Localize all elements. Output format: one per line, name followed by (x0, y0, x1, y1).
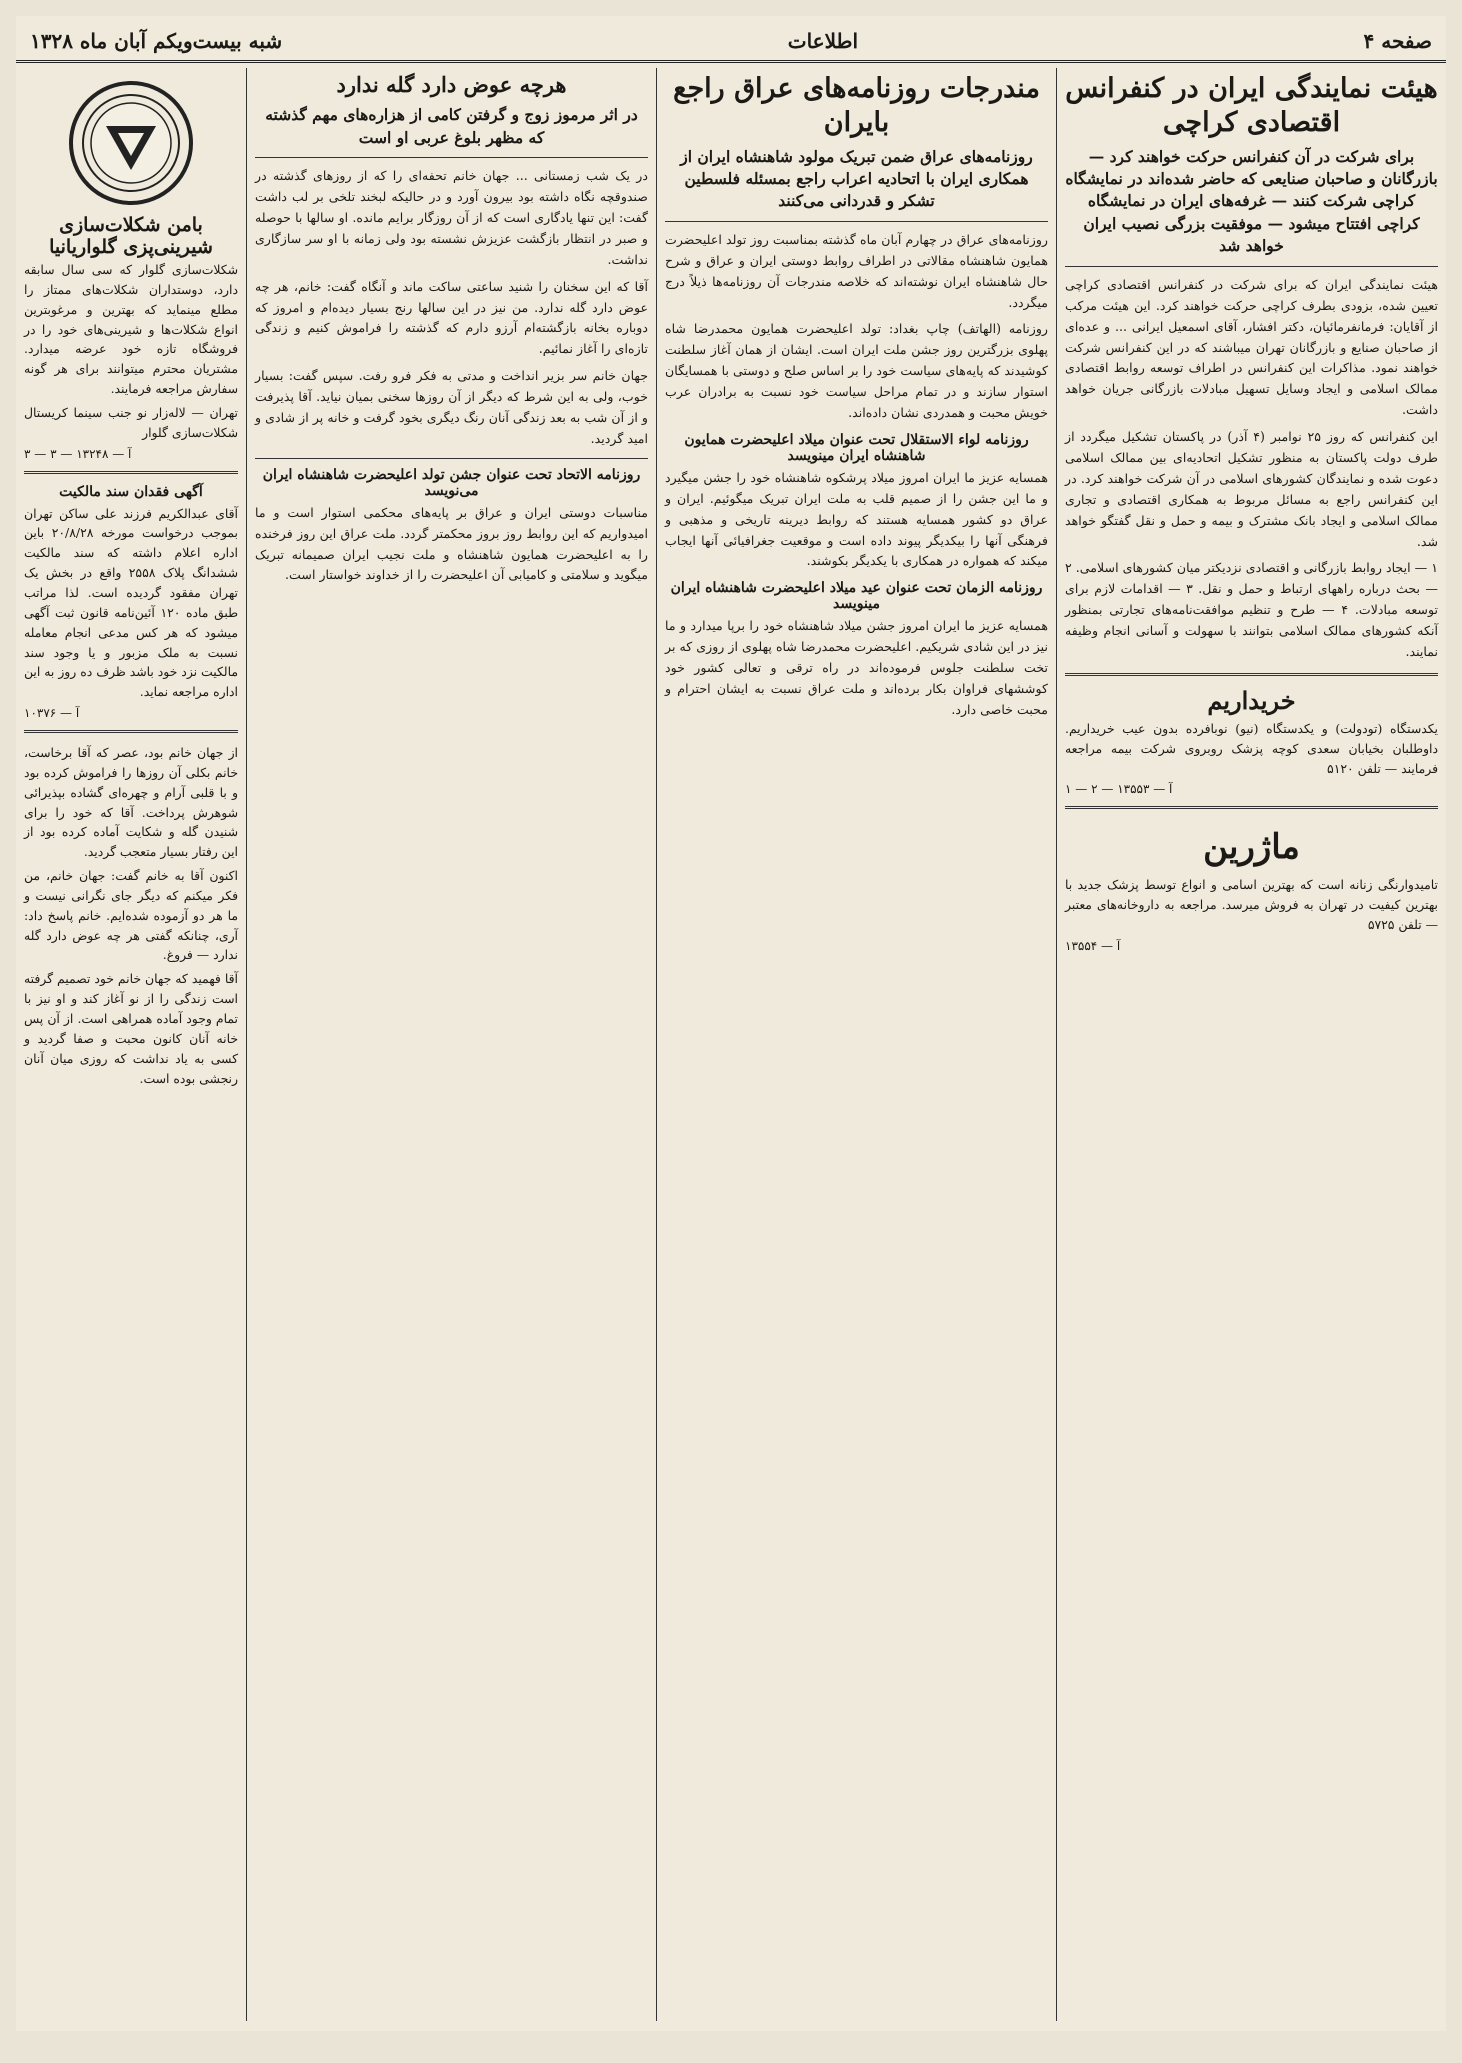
ad-mazhrin-title: ماژرین (1203, 827, 1300, 868)
page-number: صفحه ۴ (1363, 29, 1432, 53)
subhead-liwa-al-istiqlal: روزنامه لواء الاستقلال تحت عنوان میلاد اعلیحضرت همایون شاهنشاه ایران مینویسد (684, 431, 1029, 464)
column-4 (16, 68, 246, 2021)
ad-mazhrin-body: تامیدوارنگی زنانه است که بهترین اسامی و انواع توسط پزشک جدید با بهترین کیفیت در تهران به فروش میرسد. مراجعه به داروخانه‌های معتبر — تلفن ۵۷۲۵ (1065, 877, 1438, 933)
divider (1065, 806, 1438, 809)
notice-title: آگهی فقدان سند مالکیت (59, 483, 203, 500)
notice-code: آ — ۱۰۳۷۶ (24, 706, 80, 721)
masthead (16, 22, 1446, 63)
ad-wanted-body: یکدستگاه (تودولت) و یکدستگاه (نیو) نوبافرده بدون عیب خریداریم. داوطلبان بخیابان سعدی کوچه پزشک روبروی شرکت بیمه مراجعه فرمایند — تلفن ۵۱۲۰ (1065, 720, 1438, 776)
notice-body: آقای عبدالکریم فرزند علی ساکن تهران بموجب درخواست مورخه ۲۰/۸/۲۸ باین اداره اعلام داشته که سند مالکیت ششدانگ پلاک ۲۵۵۸ واقع در بخش یک تهران مفقود گردیده است. لذا مراتب طبق ماده ۱۲۰ آئین‌نامه قانون ثبت آگهی میشود که هر کس مدعی انجام معامله نسبت به ملک مزبور و یا وجود سند مالکیت نزد خود باشد ظرف ده روز به این اداره مراجعه نماید. (24, 505, 239, 700)
paper-name: اطلاعات (787, 29, 858, 53)
ad-wanted-title: خریداریم (1207, 685, 1296, 715)
story-paragraph: جهان خانم سر بزیر انداخت و مدتی به فکر فرو رفت. سپس گفت: بسیار خوب، ولی به این شرط که دیگر از آن روزها سخنی بمیان نیاید. آقا پذیرفت و از آن شب به بعد زندگی آنان رنگ دیگری بخود گرفت و خانه پر از شادی و امید گردید. (255, 368, 648, 446)
story-continuation: اکنون آقا به خانم گفت: جهان خانم، من فکر میکنم که دیگر جای نگرانی نیست و ما هر دو آزموده شده‌ایم. خانم پاسخ داد: آری، چنانکه گفتی هر چه عوض دارد گله ندارد — فروغ. (24, 868, 238, 963)
story-intro: در اثر مرموز زوج و گرفتن کامی از هزاره‌های مهم گذشته که مظهر بلوغ عربی او است (265, 105, 638, 147)
divider (24, 730, 238, 733)
story-continuation: از جهان خانم بود، عصر که آقا برخاست، خانم بکلی آن روزها را فراموش کرده بود و با قلبی آرام و چهره‌ای گشاده بپذیرائی شوهرش پرداخت. آقا که خود را برای شنیدن گله و شکایت آماده کرده بود از این رفتار بسیار متعجب گردید. (24, 745, 238, 860)
chocolate-ad-title: بامن شکلات‌سازی شیرینی‌پزی گلوار‌یا‌نیا (49, 214, 213, 258)
headline-iraq-press: مندرجات روزنامه‌های عراق راجع بایران (673, 73, 1040, 138)
divider (1065, 673, 1438, 676)
issue-date: شبه بیست‌ویکم آبان ماه ۱۳۲۸ (30, 29, 283, 53)
chocolate-ad-address: تهران — لاله‌زار نو جنب سینما کریستال شکلات‌سازی گلوار (24, 404, 238, 440)
column-1 (1056, 68, 1446, 2021)
article-paragraph: روزنامه (الهاتف) چاپ بغداد: تولد اعلیحضرت همایون محمدرضا شاه پهلوی بزرگترین روز جشن ملت ایران است. ایشان از همان آغاز سلطنت کوشیدند که پایه‌های سیاست خود را بر اساس صلح و دوستی با همسایگان استوار سازند و در تمام مراحل سیاست خود نسبت به برادران عرب خویش محبت و همدردی نشان داده‌اند. (665, 321, 1048, 421)
story-continuation: آقا فهمید که جهان خانم خود تصمیم گرفته است زندگی را از نو آغاز کند و او نیز با تمام وجود آماده همراهی است. از آن پس خانه آنان کانون محبت و صفا گردید و کسی به یاد نداشت که روزی میان آنان رنجشی بوده است. (24, 971, 238, 1086)
subhead-iraq-press: روزنامه‌های عراق ضمن تبریک مولود شاهنشاه ایران از همکاری ایران با اتحادیه اعراب راجع بمسئله فلسطین تشکر و قدردانی می‌کنند (680, 146, 1033, 211)
article-paragraph: مناسبات دوستی ایران و عراق بر پایه‌های محکمی استوار است و ما امیدواریم که این روابط روز بروز محکمتر گردد. ملت عراق این روز فرخنده را به اعلیحضرت همایون شاهنشاه و ملت نجیب ایران صمیمانه تبریک میگوید و سلامتی و کامیابی آن اعلیحضرت را از خداوند خواستار است. (255, 504, 648, 583)
article-paragraph: هیئت نمایندگی ایران که برای شرکت در کنفرانس اقتصادی کراچی تعیین شده، بزودی بطرف کراچی حرکت خواهند کرد. این هیئت مرکب از آقایان: فرمانفرمائیان، دکتر افشار، آقای اسمعیل ایرانی ... و عده‌ای از صاحبان صنایع و بازرگانان تهران میباشند که در این کنفرانس شرکت خواهند نمود. مذاکرات این کنفرانس در اطراف توسعه روابط اقتصادی ممالک اسلامی و ایجاد وسایل تسهیل مبادلات بازرگانی جریان خواهد داشت. (1065, 276, 1438, 418)
column-3 (246, 68, 656, 2021)
headline-karachi-conference: هیئت نمایندگی ایران در کنفرانس اقتصادی کراچی (1065, 73, 1438, 138)
article-paragraph: همسایه عزیز ما ایران امروز میلاد پرشکوه شاهنشاه خود را جشن میگیرد و ما این جشن را از صمیم قلب به ملت ایران تبریک میگوئیم. ایران و عراق دو کشور همسایه هستند که روابط دیرینه تاریخی و مذهبی و فرهنگی آنها را بیکدیگر پیوند داده است و موقعیت جغرافیائی آنها ایجاب میکند که همواره در همکاری با یکدیگر بکوشند. (665, 469, 1048, 569)
divider (255, 157, 648, 158)
story-paragraph: آقا که این سخنان را شنید ساعتی ساکت ماند و آنگاه گفت: خانم، هر چه عوض دارد گله ندارد. من نیز در این سالها رنج بسیار دیده‌ام و امروز که دوباره بخانه بازگشته‌ام آرزو دارم که گذشته را فراموش کنیم و زندگی تازه‌ای را آغاز نمائیم. (255, 278, 648, 357)
chocolate-ad-code: آ — ۱۳۲۴۸ — ۳ — ۳ (24, 446, 132, 461)
chocolate-factory-seal (66, 78, 196, 208)
article-paragraph: ۱ — ایجاد روابط بازرگانی و اقتصادی نزدیکتر میان کشورهای اسلامی. ۲ — بحث درباره راههای ارتباط و حمل و نقل. ۳ — اقدامات لازم برای توسعه مبادلات. ۴ — طرح و تنظیم موافقت‌نامه‌های تجارتی بمنظور آنکه کشورهای ممالک اسلامی بتوانند با سهولت و آسانی انجام وظیفه نمایند. (1065, 560, 1438, 659)
divider (1065, 266, 1438, 267)
subhead-karachi-conference: برای شرکت در آن کنفرانس حرکت خواهند کرد — بازرگانان و صاحبان صنایعی که حاضر شده‌اند در نمایشگاه کراچی شرکت کنند — غرفه‌های ایران در نمایشگاه کراچی افتتاح میشود — موفقیت بزرگی نصیب ایران خواهد شد (1065, 146, 1438, 256)
article-paragraph: روزنامه‌های عراق در چهارم آبان ماه گذشته بمناسبت روز تولد اعلیحضرت همایون شاهنشاه مقالاتی در اطراف روابط دوستی ایران و عراق و شرح حال شاهنشاه ایران نوشته‌اند که خلاصه مندرجات آن روزنامه‌ها ذیلاً درج میگردد. (665, 231, 1048, 310)
chocolate-ad-body: شکلات‌سازی گلوار که سی سال سابقه دارد، دوستداران شکلات‌های ممتاز را مطلع مینماید که بهترین و مرغوبترین انواع شکلات‌ها و شیرینی‌های خود را در فروشگاه تازه خود عرضه میدارد. مشتریان محترم میتوانند برای هر گونه سفارش مراجعه فرمایند. (24, 262, 238, 397)
divider (255, 458, 648, 459)
subhead-al-zaman: روزنامه الزمان تحت عنوان عید میلاد اعلیحضرت شاهنشاه ایران مینویسد (670, 580, 1043, 613)
headline-story: هرچه عوض دارد گله ندارد (336, 72, 567, 97)
article-paragraph: این کنفرانس که روز ۲۵ نوامبر (۴ آذر) در پاکستان تشکیل میگردد از طرف دولت پاکستان به منظور تشکیل اتحادیه‌ای بین ممالک اسلامی دعوت شده و نمایندگان کشورهای اسلامی در آن شرکت خواهند کرد. در این کنفرانس راجع به مسائل مربوط به همکاری اقتصادی و تجاری ممالک اسلامی و ایجاد بانک مشترک و بیمه و حمل و نقل گفتگو خواهد شد. (1065, 429, 1438, 549)
ad-mazhrin-code: آ — ۱۳۵۵۴ (1065, 938, 1121, 953)
divider (24, 471, 238, 474)
article-paragraph: همسایه عزیز ما ایران امروز جشن میلاد شاهنشاه خود را برپا میدارد و ما نیز در این شادی شریکیم. اعلیحضرت محمدرضا شاه پهلوی از روزی که بر تخت سلطنت جلوس فرموده‌اند در راه ترقی و تعالی کشور خود کوششهای فراوان بکار برده‌اند و ملت عراق نسبت به ایشان احترام و محبت خاصی دارد. (665, 618, 1048, 717)
story-paragraph: در یک شب زمستانی ... جهان خانم تحفه‌ای را که از روزهای گذشته در صندوقچه نگاه داشته بود بیرون آورد و در حالیکه لبخند تلخی بر لب داشت گفت: این تنها یادگاری است که از آن روزگار برایم مانده. او سالها با حوصله و صبر در انتظار بازگشت عزیزش نشسته بود ولی زمانه با او سر سازگاری نداشت. (255, 168, 648, 267)
newspaper-page (16, 16, 1446, 2031)
divider (665, 221, 1048, 222)
column-2 (656, 68, 1056, 2021)
ad-wanted-code: آ — ۱۳۵۵۳ — ۲ — ۱ (1065, 782, 1173, 797)
subhead-al-ittihad: روزنامه الاتحاد تحت عنوان جشن تولد اعلیحضرت شاهنشاه ایران می‌نویسد (262, 466, 641, 499)
